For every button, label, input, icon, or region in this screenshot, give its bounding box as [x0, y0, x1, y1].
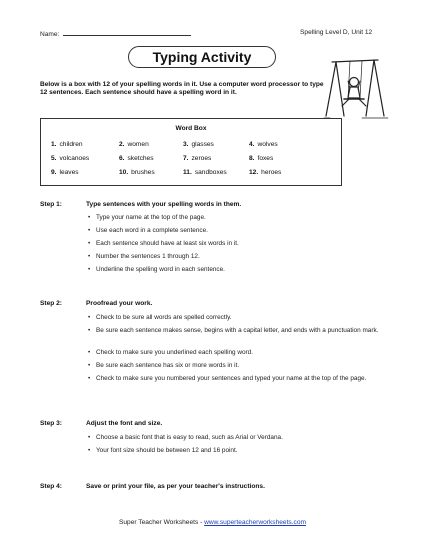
step-4-label: Step 4:	[40, 483, 62, 490]
step-2-heading: Proofread your work.	[86, 300, 153, 307]
page-title: Typing Activity	[128, 46, 276, 68]
step-1-heading: Type sentences with your spelling words in them.	[86, 201, 242, 208]
name-field	[40, 29, 191, 38]
word-item: 2. women	[119, 141, 149, 148]
level-label: Spelling Level D, Unit 12	[300, 29, 373, 36]
step-2-label: Step 2:	[40, 300, 62, 307]
step-1-bullet: • Number the sentences 1 through 12.	[96, 253, 396, 261]
footer-text: Super Teacher Worksheets -	[118, 519, 205, 526]
footer-link[interactable]: www.superteacherworksheets.com	[204, 519, 307, 526]
footer	[0, 519, 425, 526]
step-3-heading: Adjust the font and size.	[86, 420, 163, 427]
step-1-bullet: • Use each word in a complete sentence.	[96, 227, 396, 235]
step-2-bullet: • Check to make sure you numbered your sentences and typed your name at the top of the page.	[96, 375, 396, 383]
step-2-bullet: • Be sure each sentence makes sense, begins with a capital letter, and ends with a punctuation mark.	[96, 327, 396, 335]
word-item: 3. glasses	[183, 141, 214, 148]
word-item: 8. foxes	[249, 155, 274, 162]
name-blank-line	[63, 29, 191, 36]
step-1-label: Step 1:	[40, 201, 62, 208]
name-label: Name:	[40, 31, 60, 38]
intro-instructions: Below is a box with 12 of your spelling words in it. Use a computer word processor to type 12 sentences. Each sentence should have a spelling word in it.	[40, 81, 324, 97]
step-1-bullet: • Each sentence should have at least six words in it.	[96, 240, 396, 248]
step-3-label: Step 3:	[40, 420, 62, 427]
word-item: 12. heroes	[249, 169, 282, 176]
word-item: 6. sketches	[119, 155, 154, 162]
step-2-bullet: • Check to make sure you underlined each spelling word.	[96, 349, 396, 357]
kid-on-swing-illustration	[322, 56, 390, 120]
word-item: 11. sandboxes	[183, 169, 227, 176]
step-1-bullet: • Type your name at the top of the page.	[96, 214, 396, 222]
step-2-bullet: • Check to be sure all words are spelled correctly.	[96, 314, 396, 322]
word-item: 4. wolves	[249, 141, 278, 148]
word-item: 7. zeroes	[183, 155, 212, 162]
word-item: 10. brushes	[119, 169, 155, 176]
step-4-heading: Save or print your file, as per your teacher's instructions.	[86, 483, 265, 490]
word-box-title: Word Box	[175, 125, 207, 132]
step-1-bullet: • Underline the spelling word in each sentence.	[96, 266, 396, 274]
word-item: 5. volcanoes	[51, 155, 90, 162]
step-3-bullet: • Choose a basic font that is easy to read, such as Arial or Verdana.	[96, 434, 396, 442]
step-3-bullet: • Your font size should be between 12 and 16 point.	[96, 447, 396, 455]
word-box	[40, 118, 342, 186]
step-2-bullet: • Be sure each sentence has six or more words in it.	[96, 362, 396, 370]
word-item: 9. leaves	[51, 169, 79, 176]
word-item: 1. children	[51, 141, 83, 148]
